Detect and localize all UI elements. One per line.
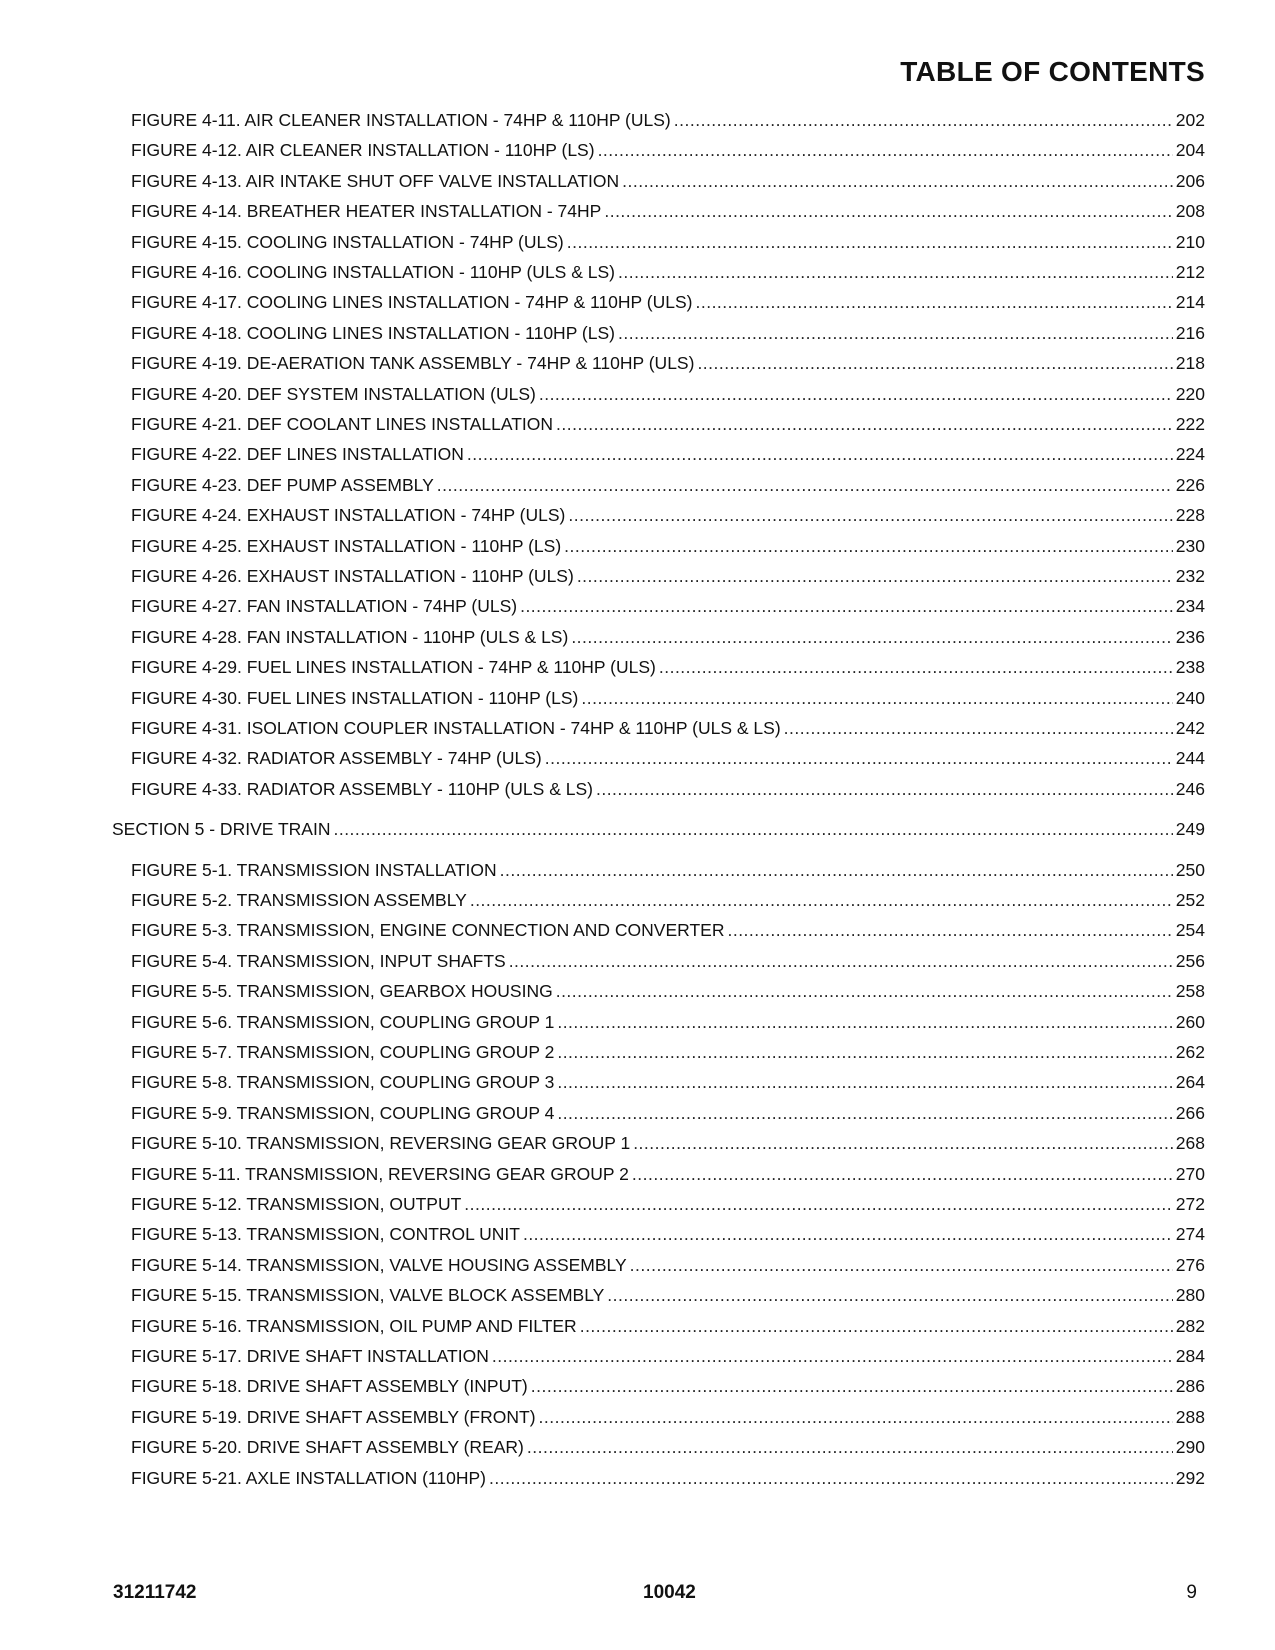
- toc-entry-title: FIGURE 5-2. TRANSMISSION ASSEMBLY: [131, 890, 467, 910]
- toc-entry[interactable]: [131, 350, 1205, 376]
- toc-entry-title: FIGURE 4-30. FUEL LINES INSTALLATION - 110HP (LS): [131, 687, 579, 708]
- toc-entry-title: FIGURE 4-20. DEF SYSTEM INSTALLATION (ULS): [131, 383, 536, 404]
- toc-entry-page-number: 240: [1175, 687, 1205, 708]
- toc-entry[interactable]: [131, 1282, 1205, 1308]
- toc-entry-title: FIGURE 5-21. AXLE INSTALLATION (110HP): [131, 1467, 486, 1488]
- toc-entry[interactable]: [131, 1191, 1205, 1217]
- toc-dot-leader: [618, 320, 1173, 346]
- toc-entry[interactable]: [131, 1404, 1205, 1430]
- toc-dot-leader: [618, 259, 1173, 285]
- toc-entry-page-number: 276: [1175, 1254, 1205, 1275]
- toc-entry-title: FIGURE 4-13. AIR INTAKE SHUT OFF VALVE INSTALLATION: [131, 170, 620, 191]
- toc-entry[interactable]: [131, 533, 1205, 559]
- toc-entry-page-number: 280: [1175, 1285, 1205, 1306]
- toc-entry-page-number: 244: [1175, 748, 1205, 769]
- toc-dot-leader: [564, 533, 1173, 559]
- toc-entry-page-number: 262: [1175, 1042, 1205, 1062]
- toc-entry-page-number: 210: [1175, 231, 1205, 252]
- toc-entry-title: SECTION 5 - DRIVE TRAIN: [112, 819, 331, 840]
- toc-entry[interactable]: [131, 917, 1205, 943]
- toc-entry-page-number: 264: [1175, 1072, 1205, 1093]
- toc-entry[interactable]: [131, 745, 1205, 771]
- toc-entry-page-number: 250: [1175, 859, 1205, 880]
- toc-entry-page-number: 204: [1175, 140, 1205, 161]
- toc-entry-page-number: 234: [1175, 596, 1205, 617]
- toc-dot-leader: [492, 1343, 1173, 1369]
- toc-entry[interactable]: [131, 1434, 1205, 1460]
- toc-dot-leader: [568, 502, 1172, 528]
- toc-entry-title: FIGURE 5-16. TRANSMISSION, OIL PUMP AND FILTER: [131, 1315, 577, 1336]
- toc-entry-title: FIGURE 5-8. TRANSMISSION, COUPLING GROUP 3: [131, 1072, 555, 1093]
- toc-dot-leader: [539, 381, 1173, 407]
- toc-entry-title: FIGURE 5-20. DRIVE SHAFT ASSEMBLY (REAR): [131, 1437, 524, 1458]
- toc-entry-page-number: 256: [1175, 950, 1205, 971]
- toc-dot-leader: [580, 1313, 1173, 1339]
- toc-entry-title: FIGURE 4-19. DE-AERATION TANK ASSEMBLY - 74HP & 110HP (ULS): [131, 353, 695, 374]
- toc-entry[interactable]: [131, 1069, 1205, 1095]
- toc-entry[interactable]: [131, 381, 1205, 407]
- toc-entry-page-number: 286: [1175, 1376, 1205, 1397]
- toc-entry-page-number: 266: [1175, 1102, 1205, 1123]
- toc-entry-page-number: 258: [1175, 981, 1205, 1002]
- toc-entry-page-number: 252: [1175, 890, 1205, 910]
- footer-document-number: 31211742: [113, 1582, 197, 1603]
- toc-entry[interactable]: [131, 654, 1205, 680]
- toc-entry[interactable]: [131, 1465, 1205, 1491]
- toc-entry-page-number: 222: [1175, 414, 1205, 434]
- toc-entry-title: FIGURE 5-4. TRANSMISSION, INPUT SHAFTS: [131, 950, 506, 971]
- toc-dot-leader: [464, 1191, 1173, 1217]
- toc-dot-leader: [520, 593, 1173, 619]
- toc-dot-leader: [695, 289, 1172, 315]
- toc-entry-title: FIGURE 4-25. EXHAUST INSTALLATION - 110HP (LS): [131, 535, 562, 556]
- toc-dot-leader: [500, 857, 1173, 883]
- toc-entry-title: FIGURE 5-1. TRANSMISSION INSTALLATION: [131, 859, 497, 880]
- toc-entry[interactable]: [131, 289, 1205, 315]
- toc-entry[interactable]: [131, 624, 1205, 650]
- toc-entry-title: FIGURE 4-27. FAN INSTALLATION - 74HP (ULS): [131, 596, 518, 617]
- toc-entry[interactable]: [131, 411, 1205, 437]
- toc-entry[interactable]: [131, 948, 1205, 974]
- toc-entry-title: FIGURE 4-11. AIR CLEANER INSTALLATION - 74HP & 110HP (ULS): [131, 110, 671, 130]
- toc-dot-leader: [633, 1130, 1173, 1156]
- toc-entry-title: FIGURE 5-5. TRANSMISSION, GEARBOX HOUSING: [131, 981, 553, 1002]
- toc-dot-leader: [523, 1221, 1173, 1247]
- toc-entry-title: FIGURE 5-15. TRANSMISSION, VALVE BLOCK ASSEMBLY: [131, 1285, 605, 1306]
- toc-dot-leader: [607, 1282, 1173, 1308]
- toc-entry[interactable]: [131, 198, 1205, 224]
- toc-entry[interactable]: [131, 1313, 1205, 1339]
- toc-entry[interactable]: [131, 563, 1205, 589]
- toc-entry-page-number: 246: [1175, 778, 1205, 799]
- toc-entry-page-number: 202: [1175, 110, 1205, 130]
- toc-entry-title: FIGURE 4-22. DEF LINES INSTALLATION: [131, 444, 464, 465]
- toc-entry-page-number: 292: [1175, 1467, 1205, 1488]
- toc-entry[interactable]: [131, 472, 1205, 498]
- toc-entry[interactable]: [131, 685, 1205, 711]
- toc-dot-leader: [567, 229, 1173, 255]
- toc-entry[interactable]: [131, 1252, 1205, 1278]
- toc-entry-page-number: 208: [1175, 201, 1205, 222]
- toc-dot-leader: [596, 776, 1173, 802]
- toc-entry-page-number: 274: [1175, 1224, 1205, 1245]
- toc-entry-title: FIGURE 5-3. TRANSMISSION, ENGINE CONNECTION AND CONVERTER: [131, 920, 725, 941]
- toc-entry-title: FIGURE 4-28. FAN INSTALLATION - 110HP (ULS & LS): [131, 626, 569, 647]
- footer-page-number: 9: [1186, 1582, 1197, 1603]
- page-title: TABLE OF CONTENTS: [900, 56, 1205, 87]
- toc-dot-leader: [470, 887, 1173, 913]
- toc-entry-title: FIGURE 4-15. COOLING INSTALLATION - 74HP (ULS): [131, 231, 564, 252]
- toc-entry-title: FIGURE 4-24. EXHAUST INSTALLATION - 74HP (ULS): [131, 505, 566, 526]
- toc-dot-leader: [727, 917, 1172, 943]
- toc-dot-leader: [489, 1465, 1173, 1491]
- toc-entry-title: FIGURE 4-17. COOLING LINES INSTALLATION - 74HP & 110HP (ULS): [131, 292, 693, 313]
- toc-entry-title: FIGURE 5-17. DRIVE SHAFT INSTALLATION: [131, 1346, 489, 1366]
- toc-dot-leader: [697, 350, 1172, 376]
- toc-entry-title: FIGURE 5-13. TRANSMISSION, CONTROL UNIT: [131, 1224, 520, 1245]
- toc-entry[interactable]: [131, 1161, 1205, 1187]
- toc-entry-title: FIGURE 5-14. TRANSMISSION, VALVE HOUSING ASSEMBLY: [131, 1254, 627, 1275]
- toc-dot-leader: [632, 1161, 1173, 1187]
- toc-entry[interactable]: [131, 168, 1205, 194]
- toc-dot-leader: [659, 654, 1173, 680]
- toc-entry[interactable]: [131, 320, 1205, 346]
- toc-dot-leader: [630, 1252, 1173, 1278]
- toc-entry-page-number: 288: [1175, 1406, 1205, 1427]
- toc-dot-leader: [437, 472, 1173, 498]
- toc-entry-page-number: 236: [1175, 626, 1205, 647]
- toc-dot-leader: [557, 1069, 1172, 1095]
- toc-entry[interactable]: [131, 978, 1205, 1004]
- toc-entry-title: FIGURE 5-6. TRANSMISSION, COUPLING GROUP 1: [131, 1011, 555, 1032]
- toc-entry[interactable]: [131, 1343, 1205, 1369]
- toc-entry[interactable]: [131, 107, 1205, 133]
- toc-entry[interactable]: [131, 1130, 1205, 1156]
- toc-entry-page-number: 282: [1175, 1315, 1205, 1336]
- toc-entry-title: FIGURE 4-16. COOLING INSTALLATION - 110HP (ULS & LS): [131, 262, 615, 282]
- toc-dot-leader: [467, 441, 1173, 467]
- toc-entry-page-number: 230: [1175, 535, 1205, 556]
- toc-entry-title: FIGURE 4-26. EXHAUST INSTALLATION - 110HP (ULS): [131, 566, 574, 586]
- toc-entry-page-number: 268: [1175, 1133, 1205, 1154]
- toc-entry-page-number: 212: [1175, 262, 1205, 282]
- toc-entry-title: FIGURE 4-32. RADIATOR ASSEMBLY - 74HP (ULS): [131, 748, 542, 769]
- toc-dot-leader: [674, 107, 1173, 133]
- toc-entry-page-number: 224: [1175, 444, 1205, 465]
- toc-dot-leader: [571, 624, 1172, 650]
- toc-entry-title: FIGURE 5-10. TRANSMISSION, REVERSING GEAR GROUP 1: [131, 1133, 631, 1154]
- footer-center-code: 10042: [643, 1582, 696, 1603]
- toc-entry-title: FIGURE 4-21. DEF COOLANT LINES INSTALLATION: [131, 414, 554, 434]
- toc-entry-title: FIGURE 5-9. TRANSMISSION, COUPLING GROUP 4: [131, 1102, 555, 1123]
- toc-entry-page-number: 220: [1175, 383, 1205, 404]
- toc-entry[interactable]: [131, 776, 1205, 802]
- toc-dot-leader: [784, 715, 1173, 741]
- toc-dot-leader: [622, 168, 1173, 194]
- toc-entry[interactable]: [131, 887, 1205, 913]
- toc-entry-page-number: 228: [1175, 505, 1205, 526]
- toc-entry-title: FIGURE 5-11. TRANSMISSION, REVERSING GEAR GROUP 2: [131, 1163, 629, 1184]
- toc-entry-title: FIGURE 4-31. ISOLATION COUPLER INSTALLATION - 74HP & 110HP (ULS & LS): [131, 718, 781, 738]
- toc-entry[interactable]: [131, 502, 1205, 528]
- toc-entry[interactable]: [131, 1373, 1205, 1399]
- toc-dot-leader: [557, 1009, 1172, 1035]
- toc-dot-leader: [527, 1434, 1173, 1460]
- toc-entry-page-number: 290: [1175, 1437, 1205, 1458]
- toc-entry-page-number: 214: [1175, 292, 1205, 313]
- toc-entry-page-number: 270: [1175, 1163, 1205, 1184]
- toc-entry-page-number: 254: [1175, 920, 1205, 941]
- toc-entry-page-number: 216: [1175, 322, 1205, 343]
- toc-dot-leader: [557, 1039, 1172, 1065]
- toc-dot-leader: [509, 948, 1173, 974]
- toc-dot-leader: [531, 1373, 1173, 1399]
- toc-entry-title: FIGURE 5-7. TRANSMISSION, COUPLING GROUP 2: [131, 1042, 555, 1062]
- toc-entry-title: FIGURE 5-18. DRIVE SHAFT ASSEMBLY (INPUT): [131, 1376, 528, 1397]
- toc-entry[interactable]: [131, 593, 1205, 619]
- toc-dot-leader: [577, 563, 1173, 589]
- toc-entry[interactable]: [131, 259, 1205, 285]
- toc-entry[interactable]: [131, 1100, 1205, 1126]
- toc-dot-leader: [539, 1404, 1173, 1430]
- toc-dot-leader: [556, 978, 1173, 1004]
- toc-entry-page-number: 242: [1175, 718, 1205, 738]
- toc-dot-leader: [556, 411, 1173, 437]
- toc-entry[interactable]: [131, 1009, 1205, 1035]
- toc-entry[interactable]: [131, 1039, 1205, 1065]
- toc-entry-title: FIGURE 4-12. AIR CLEANER INSTALLATION - 110HP (LS): [131, 140, 595, 161]
- toc-entry[interactable]: [131, 857, 1205, 883]
- toc-entry-page-number: 249: [1175, 819, 1205, 840]
- toc-entry-page-number: 232: [1175, 566, 1205, 586]
- toc-entry-title: FIGURE 4-14. BREATHER HEATER INSTALLATION - 74HP: [131, 201, 602, 222]
- toc-entry[interactable]: [131, 1221, 1205, 1247]
- toc-entry-title: FIGURE 4-23. DEF PUMP ASSEMBLY: [131, 474, 434, 495]
- toc-dot-leader: [333, 816, 1172, 842]
- toc-entry-page-number: 238: [1175, 657, 1205, 678]
- toc-entry[interactable]: [131, 137, 1205, 163]
- toc-entry[interactable]: [131, 441, 1205, 467]
- toc-entry-title: FIGURE 4-18. COOLING LINES INSTALLATION - 110HP (LS): [131, 322, 615, 343]
- toc-entry-page-number: 218: [1175, 353, 1205, 374]
- toc-entry-title: FIGURE 4-33. RADIATOR ASSEMBLY - 110HP (ULS & LS): [131, 778, 593, 799]
- toc-dot-leader: [557, 1100, 1172, 1126]
- toc-entry-title: FIGURE 5-19. DRIVE SHAFT ASSEMBLY (FRONT): [131, 1406, 536, 1427]
- toc-dot-leader: [598, 137, 1173, 163]
- toc-entry-page-number: 284: [1175, 1346, 1205, 1366]
- toc-dot-leader: [545, 745, 1173, 771]
- toc-entry[interactable]: [131, 715, 1205, 741]
- toc-entry-title: FIGURE 4-29. FUEL LINES INSTALLATION - 74HP & 110HP (ULS): [131, 657, 656, 678]
- toc-dot-leader: [604, 198, 1172, 224]
- toc-entry-page-number: 272: [1175, 1194, 1205, 1214]
- toc-entry-page-number: 260: [1175, 1011, 1205, 1032]
- toc-dot-leader: [581, 685, 1172, 711]
- toc-entry[interactable]: [131, 229, 1205, 255]
- toc-entry-page-number: 206: [1175, 170, 1205, 191]
- toc-entry-title: FIGURE 5-12. TRANSMISSION, OUTPUT: [131, 1194, 462, 1214]
- toc-section-entry[interactable]: [112, 816, 1205, 842]
- toc-entry-page-number: 226: [1175, 474, 1205, 495]
